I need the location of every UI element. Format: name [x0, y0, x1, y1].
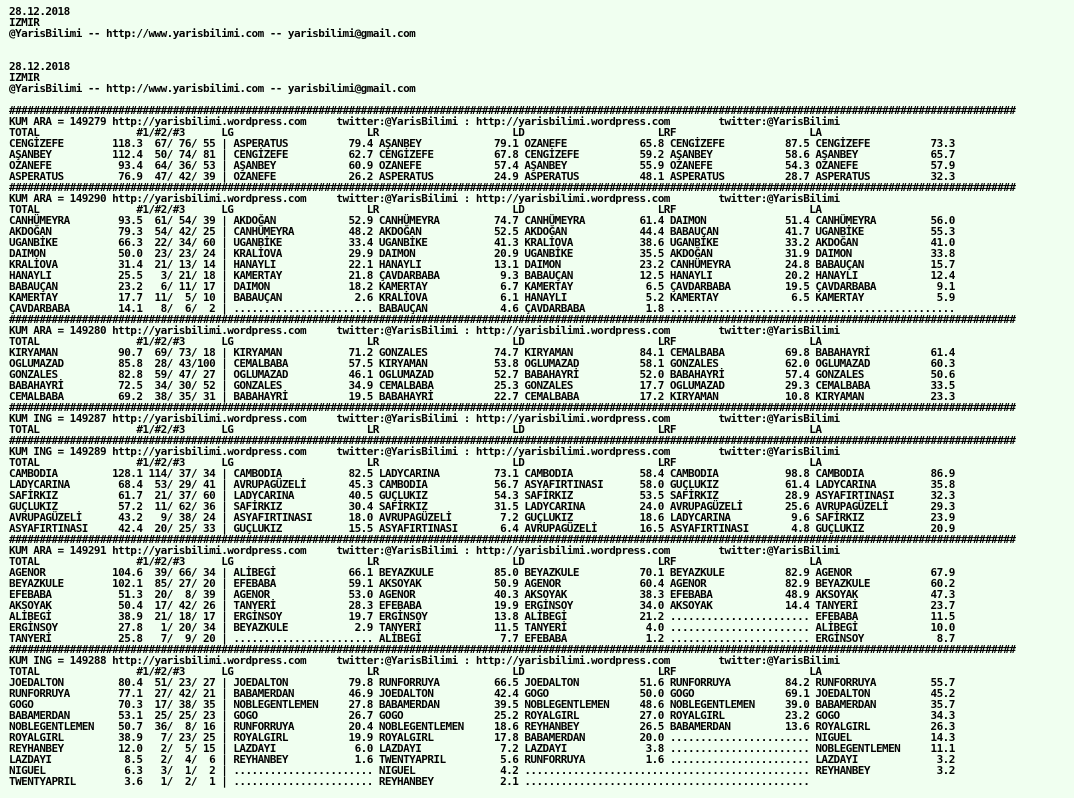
- text-line: AVRUPAGÜZELİ 43.2 9/ 38/ 24 | ASYAFIRTINASI 18.0 AVRUPAGÜZELİ 7.2 GUÇLUKIZ 18.6 LADYCARINA 9.6 SAFİRKIZ 23.9: [9, 511, 955, 524]
- text-line: HANAYLI 25.5 3/ 21/ 18 | KAMERTAY 21.8 ÇAVDARBABA 9.3 BABAUÇAN 12.5 HANAYLI 20.2 HANAYLI 12.4: [9, 269, 955, 282]
- text-line: @YarisBilimi -- http://www.yarisbilimi.com -- yarisbilimi@gmail.com: [9, 82, 416, 95]
- text-line: ######################################################################################################################################################################: [9, 434, 1016, 447]
- text-line: TANYERİ 25.8 7/ 9/ 20 | ....................... ALİBEGİ 7.7 EFEBABA 1.2 ....................... ERGİNSOY 8.7: [9, 632, 955, 645]
- text-line: BABAHAYRİ 72.5 34/ 30/ 52 | GONZALES 34.9 CEMALBABA 25.3 GONZALES 17.7 OGLUMAZAD 29.3 CEMALBABA 33.5: [9, 379, 955, 392]
- text-line: KUM ARA = 149291 http://yarisbilimi.wordpress.com twitter:@YarisBilimi : http://yarisbilimi.wordpress.com twitter:@YarisBilimi: [9, 544, 840, 557]
- text-line: EFEBABA 51.3 20/ 8/ 39 | AGENOR 53.0 AGENOR 40.3 AKSOYAK 38.3 EFEBABA 48.9 AKSOYAK 47.3: [9, 588, 955, 601]
- text-line: ######################################################################################################################################################################: [9, 401, 1016, 414]
- text-line: GOGO 70.3 17/ 38/ 35 | NOBLEGENTLEMEN 27.8 BABAMERDAN 39.5 NOBLEGENTLEMEN 48.6 NOBLEGENTLEMEN 39.0 BABAMERDAN 35.7: [9, 698, 955, 711]
- document-text: [9, 6, 1074, 787]
- text-line: ######################################################################################################################################################################: [9, 181, 1016, 194]
- text-line: BABAUÇAN 23.2 6/ 11/ 17 | DAIMON 18.2 KAMERTAY 6.7 KAMERTAY 6.5 ÇAVDARBABA 19.5 ÇAVDARBABA 9.1: [9, 280, 955, 293]
- text-line: LAZDAYI 8.5 2/ 4/ 6 | REYHANBEY 1.6 TWENTYAPRIL 5.6 RUNFORRUYA 1.6 ....................... LAZDAYI 3.2: [9, 753, 955, 766]
- text-line: TOTAL #1/#2/#3 LG LR LD LRF LA: [9, 126, 822, 139]
- text-line: AGENOR 104.6 39/ 66/ 34 | ALİBEGİ 66.1 BEYAZKULE 85.0 BEYAZKULE 70.1 BEYAZKULE 82.9 AGENOR 67.9: [9, 566, 955, 579]
- text-line: TWENTYAPRIL 3.6 1/ 2/ 1 | ....................... REYHANBEY 2.1 ...............................................: [9, 775, 810, 788]
- text-line: ######################################################################################################################################################################: [9, 104, 1016, 117]
- text-line: [9, 50, 1074, 61]
- text-line: ALİBEGİ 38.9 21/ 18/ 17 | ERGİNSOY 19.7 ERGİNSOY 13.8 ALİBEGİ 21.2 ....................... EFEBABA 11.5: [9, 610, 955, 623]
- text-line: REYHANBEY 12.0 2/ 5/ 15 | LAZDAYI 6.0 LAZDAYI 7.2 LAZDAYI 3.8 ....................... NOBLEGENTLEMEN 11.1: [9, 742, 955, 755]
- text-line: KUM ING = 149287 http://yarisbilimi.wordpress.com twitter:@YarisBilimi : http://yarisbilimi.wordpress.com twitter:@YarisBilimi: [9, 412, 840, 425]
- text-line: DAIMON 50.0 23/ 23/ 24 | KRALİOVA 29.9 DAIMON 20.9 UGANBİKE 35.5 AKDOĞAN 31.9 DAIMON 33.8: [9, 247, 955, 260]
- text-line: ######################################################################################################################################################################: [9, 533, 1016, 546]
- text-line: AKDOĞAN 79.3 54/ 42/ 25 | CANHÜMEYRA 48.2 AKDOĞAN 52.5 AKDOĞAN 44.4 BABAUÇAN 41.7 UGANBİKE 55.3: [9, 225, 955, 238]
- text-line: KIRYAMAN 90.7 69/ 73/ 18 | KIRYAMAN 71.2 GONZALES 74.7 KIRYAMAN 84.1 CEMALBABA 69.8 BABAHAYRİ 61.4: [9, 346, 955, 359]
- text-line: TOTAL #1/#2/#3 LG LR LD LRF LA: [9, 665, 822, 678]
- text-line: 28.12.2018: [9, 5, 70, 18]
- text-line: KUM ARA = 149280 http://yarisbilimi.wordpress.com twitter:@YarisBilimi : http://yarisbilimi.wordpress.com twitter:@YarisBilimi: [9, 324, 840, 337]
- text-line: KAMERTAY 17.7 11/ 5/ 10 | BABAUÇAN 2.6 KRALİOVA 6.1 HANAYLI 5.2 KAMERTAY 6.5 KAMERTAY 5.9: [9, 291, 955, 304]
- text-line: KUM ING = 149288 http://yarisbilimi.wordpress.com twitter:@YarisBilimi : http://yarisbilimi.wordpress.com twitter:@YarisBilimi: [9, 654, 840, 667]
- text-line: CAMBODIA 128.1 114/ 37/ 34 | CAMBODIA 82.5 LADYCARINA 73.1 CAMBODIA 58.4 CAMBODIA 98.8 CAMBODIA 86.9: [9, 467, 955, 480]
- text-line: NOBLEGENTLEMEN 50.7 36/ 8/ 16 | RUNFORRUYA 20.4 NOBLEGENTLEMEN 18.6 REYHANBEY 26.5 BABAMERDAN 13.6 ROYALGIRL 26.3: [9, 720, 955, 733]
- text-line: AKSOYAK 50.4 17/ 42/ 26 | TANYERİ 28.3 EFEBABA 19.9 ERGİNSOY 34.0 AKSOYAK 14.4 TANYERİ 23.7: [9, 599, 955, 612]
- text-line: KUM ARA = 149279 http://yarisbilimi.wordpress.com twitter:@YarisBilimi : http://yarisbilimi.wordpress.com twitter:@YarisBilimi: [9, 115, 840, 128]
- text-line: CANHÜMEYRA 93.5 61/ 54/ 39 | AKDOĞAN 52.9 CANHÜMEYRA 74.7 CANHÜMEYRA 61.4 DAIMON 51.4 CANHÜMEYRA 56.0: [9, 214, 955, 227]
- text-line: IZMIR: [9, 71, 40, 84]
- text-line: ######################################################################################################################################################################: [9, 643, 1016, 656]
- text-line: OGLUMAZAD 85.8 28/ 43/100 | CEMALBABA 57.5 KIRYAMAN 53.8 OGLUMAZAD 58.1 GONZALES 62.0 OGLUMAZAD 60.3: [9, 357, 955, 370]
- text-line: TOTAL #1/#2/#3 LG LR LD LRF LA: [9, 423, 822, 436]
- text-line: UGANBİKE 66.3 22/ 34/ 60 | UGANBİKE 33.4 UGANBİKE 41.3 KRALİOVA 38.6 UGANBİKE 33.2 AKDOĞAN 41.0: [9, 236, 955, 249]
- text-line: TOTAL #1/#2/#3 LG LR LD LRF LA: [9, 456, 822, 469]
- text-line: ROYALGIRL 38.9 7/ 23/ 25 | ROYALGIRL 19.9 ROYALGIRL 17.8 BABAMERDAN 20.0 ....................... NIGUEL 14.3: [9, 731, 955, 744]
- text-line: KUM ARA = 149290 http://yarisbilimi.wordpress.com twitter:@YarisBilimi : http://yarisbilimi.wordpress.com twitter:@YarisBilimi: [9, 192, 840, 205]
- text-line: ASYAFIRTINASI 42.4 20/ 25/ 33 | GUÇLUKIZ 15.5 ASYAFIRTINASI 6.4 AVRUPAGÜZELİ 16.5 ASYAFIRTINASI 4.8 GUÇLUKIZ 20.9: [9, 522, 955, 535]
- text-line: IZMIR: [9, 16, 40, 29]
- text-line: BEYAZKULE 102.1 85/ 27/ 20 | EFEBABA 59.1 AKSOYAK 50.9 AGENOR 60.4 AGENOR 82.9 BEYAZKULE 60.2: [9, 577, 955, 590]
- text-line: JOEDALTON 80.4 51/ 23/ 27 | JOEDALTON 79.8 RUNFORRUYA 66.5 JOEDALTON 51.6 RUNFORRUYA 84.2 RUNFORRUYA 55.7: [9, 676, 955, 689]
- text-line: AŞANBEY 112.4 50/ 74/ 81 | CENGİZEFE 62.7 CENGİZEFE 67.8 CENGİZEFE 59.2 AŞANBEY 58.6 AŞANBEY 65.7: [9, 148, 955, 161]
- text-line: LADYCARINA 68.4 53/ 29/ 41 | AVRUPAGÜZELİ 45.3 CAMBODIA 56.7 ASYAFIRTINASI 58.0 GUÇLUKIZ 61.4 LADYCARINA 35.8: [9, 478, 955, 491]
- text-line: BABAMERDAN 53.1 25/ 25/ 23 | GOGO 26.7 GOGO 25.2 ROYALGIRL 27.0 ROYALGIRL 23.2 GOGO 34.3: [9, 709, 955, 722]
- text-line: @YarisBilimi -- http://www.yarisbilimi.com -- yarisbilimi@gmail.com: [9, 27, 416, 40]
- text-line: TOTAL #1/#2/#3 LG LR LD LRF LA: [9, 203, 822, 216]
- text-line: RUNFORRUYA 77.1 27/ 42/ 21 | BABAMERDAN 46.9 JOEDALTON 42.4 GOGO 50.0 GOGO 69.1 JOEDALTON 45.2: [9, 687, 955, 700]
- text-line: GUÇLUKIZ 57.2 11/ 62/ 36 | SAFİRKIZ 30.4 SAFİRKIZ 31.5 LADYCARINA 24.0 AVRUPAGÜZELİ 25.6 AVRUPAGÜZELİ 29.3: [9, 500, 955, 513]
- text-line: 28.12.2018: [9, 60, 70, 73]
- text-line: ASPERATUS 76.9 47/ 42/ 39 | OZANEFE 26.2 ASPERATUS 24.9 ASPERATUS 48.1 ASPERATUS 28.7 ASPERATUS 32.3: [9, 170, 955, 183]
- text-line: ÇAVDARBABA 14.1 8/ 6/ 2 | ....................... BABAUÇAN 4.6 ÇAVDARBABA 1.8 ...............................................: [9, 302, 955, 315]
- text-line: TOTAL #1/#2/#3 LG LR LD LRF LA: [9, 335, 822, 348]
- text-line: TOTAL #1/#2/#3 LG LR LD LRF LA: [9, 555, 822, 568]
- text-line: ERGİNSOY 27.8 1/ 20/ 34 | BEYAZKULE 2.9 TANYERİ 11.5 TANYERİ 4.0 ....................... ALİBEGİ 10.0: [9, 621, 955, 634]
- text-line: NIGUEL 6.3 3/ 1/ 2 | ....................... NIGUEL 4.2 ............................................... REYHANBEY 3.2: [9, 764, 955, 777]
- text-line: KRALİOVA 31.4 21/ 13/ 14 | HANAYLI 22.1 HANAYLI 13.1 DAIMON 23.2 CANHÜMEYRA 24.8 BABAUÇAN 15.7: [9, 258, 955, 271]
- text-line: [9, 39, 1074, 50]
- text-line: CENGİZEFE 118.3 67/ 76/ 55 | ASPERATUS 79.4 AŞANBEY 79.1 OZANEFE 65.8 CENGİZEFE 87.5 CENGİZEFE 73.3: [9, 137, 955, 150]
- text-line: GONZALES 82.8 59/ 47/ 27 | OGLUMAZAD 46.1 OGLUMAZAD 52.7 BABAHAYRİ 52.0 BABAHAYRİ 57.4 GONZALES 50.6: [9, 368, 955, 381]
- text-line: KUM ING = 149289 http://yarisbilimi.wordpress.com twitter:@YarisBilimi : http://yarisbilimi.wordpress.com twitter:@YarisBilimi: [9, 445, 840, 458]
- text-line: CEMALBABA 69.2 38/ 35/ 31 | BABAHAYRİ 19.5 BABAHAYRİ 22.7 CEMALBABA 17.2 KIRYAMAN 10.8 KIRYAMAN 23.3: [9, 390, 955, 403]
- text-line: ######################################################################################################################################################################: [9, 313, 1016, 326]
- text-line: SAFİRKIZ 61.7 21/ 37/ 60 | LADYCARINA 40.5 GUÇLUKIZ 54.3 SAFİRKIZ 53.5 SAFİRKIZ 28.9 ASYAFIRTINASI 32.3: [9, 489, 955, 502]
- text-line: OZANEFE 93.4 64/ 36/ 53 | AŞANBEY 60.9 OZANEFE 57.4 AŞANBEY 55.9 OZANEFE 54.3 OZANEFE 57.9: [9, 159, 955, 172]
